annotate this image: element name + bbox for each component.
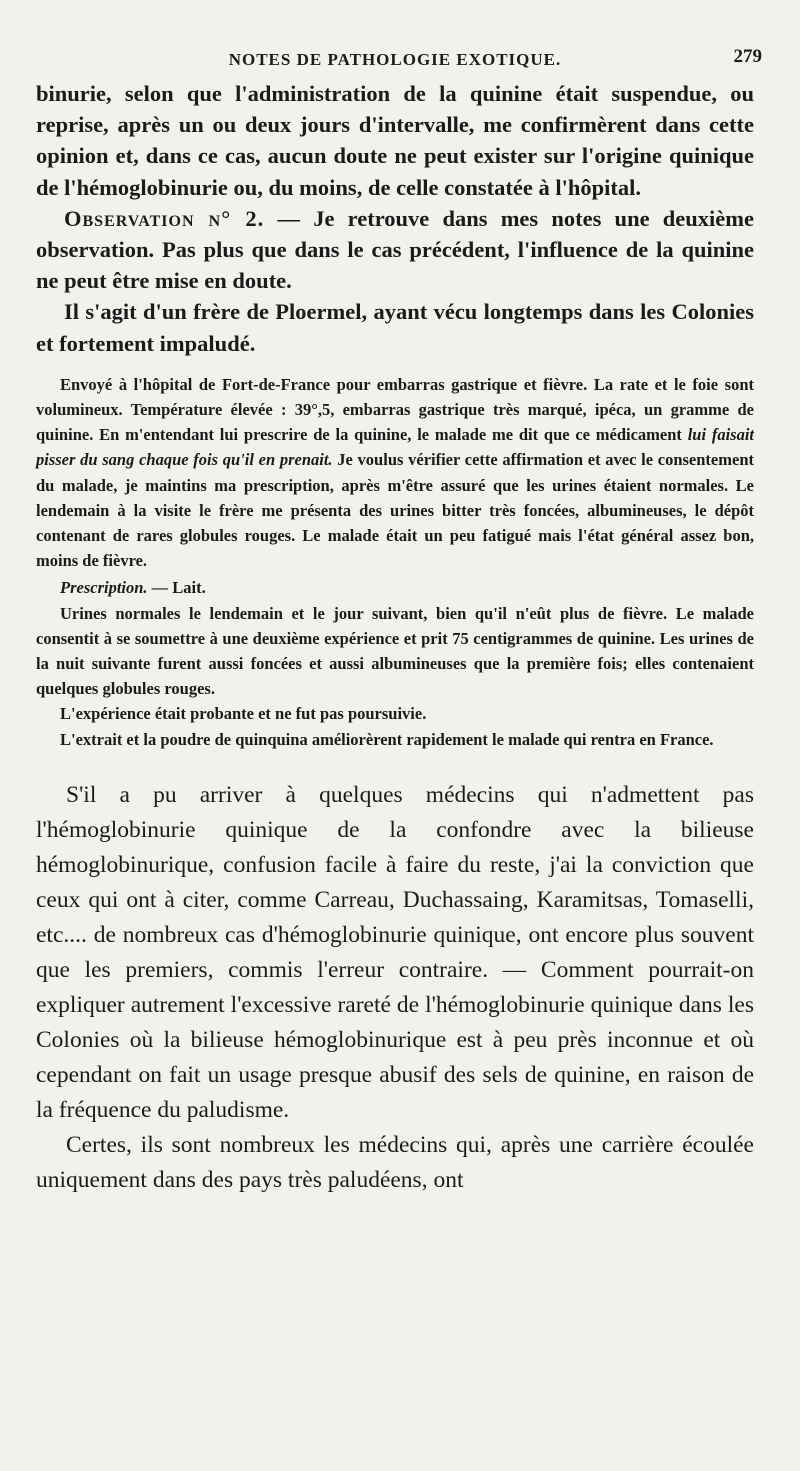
observation-paragraph-1 xyxy=(36,372,754,574)
paragraph-continuation: binurie, selon que l'administration de la quinine était suspendue, ou reprise, après un ou deux jours d'intervalle, me confirmèrent dans cette opinion et, dans ce cas, aucun doute ne peut exister sur l'origine quinique de l'hémoglobinurie ou, du moins, de celle constatée à l'hôpital. xyxy=(36,81,754,200)
observation-heading: Observation n° 2. xyxy=(64,205,265,231)
prescription-label: Prescription. xyxy=(60,578,148,598)
running-title: NOTES DE PATHOLOGIE EXOTIQUE. xyxy=(228,50,562,69)
paragraph-patient: Il s'agit d'un frère de Ploermel, ayant vécu longtemps dans les Colonies et fortement impaludé. xyxy=(36,299,754,356)
observation-paragraph-3: L'expérience était probante et ne fut pas poursuivie. xyxy=(60,704,427,724)
observation-paragraph-4: L'extrait et la poudre de quinquina améliorèrent rapidement le malade qui rentra en France. xyxy=(60,729,714,749)
prescription-text: — Lait. xyxy=(147,578,206,598)
page-number: 279 xyxy=(733,46,762,67)
main-text xyxy=(36,78,754,359)
discussion-text xyxy=(36,778,754,1198)
observation-block xyxy=(36,372,754,752)
paragraph-observation-intro xyxy=(36,203,754,297)
observation-intro-text: — Je retrouve dans mes notes une deuxième observation. Pas plus que dans le cas précédent, l'influence de la quinine ne peut être mise en doute. xyxy=(36,205,754,294)
discussion-paragraph-2: Certes, ils sont nombreux les médecins qui, après une carrière écoulée uniquement dans des pays très paludéens, ont xyxy=(36,1131,754,1193)
discussion-paragraph-1: S'il a pu arriver à quelques médecins qui n'admettent pas l'hémoglobinurie quinique de la confondre avec la bilieuse hémoglobinurique, confusion facile à faire du reste, j'ai la conviction que ceux qui ont à citer, comme Carreau, Duchassaing, Karamitsas, Tomaselli, etc.... de nombreux cas d'hémoglobinurie quinique, ont encore plus souvent que les premiers, commis l'erreur contraire. — Comment pourrait-on expliquer autrement l'excessive rareté de l'hémoglobinurie quinique dans les Colonies où la bilieuse hémoglobinurique est à peu près inconnue et où cependant on fait un usage presque abusif des sels de quinine, en raison de la fréquence du paludisme. xyxy=(36,781,754,1123)
prescription-line xyxy=(36,575,754,600)
observation-text-b: Je voulus vérifier cette affirmation et avec le consentement du malade, je maintins ma prescription, après m'être assuré que les urines étaient normales. Le lendemain à la visite le frère me présenta des urines bitter très foncées, albumineuses, le dépôt contenant de rares globules rouges. Le malade était un peu fatigué mais l'état général assez bon, moins de fièvre. xyxy=(36,450,754,571)
page-header xyxy=(36,0,762,78)
observation-paragraph-2: Urines normales le lendemain et le jour suivant, bien qu'il n'eût plus de fièvre. Le malade consentit à se soumettre à une deuxième expérience et prit 75 centigrammes de quinine. Les urines de la nuit suivante furent aussi foncées et aussi albumineuses que la première fois; elles contenaient quelques globules rouges. xyxy=(36,603,754,699)
patient-quote: lui faisait pisser du sang chaque fois qu'il en prenait. xyxy=(36,425,754,470)
observation-text-a: Envoyé à l'hôpital de Fort-de-France pour embarras gastrique et fièvre. La rate et le foie sont volumineux. Température élevée : 39°,5, embarras gastrique très marqué, ipéca, un gramme de quinine. En m'entendant lui prescrire de la quinine, le malade me dit que ce médicament xyxy=(36,374,754,445)
